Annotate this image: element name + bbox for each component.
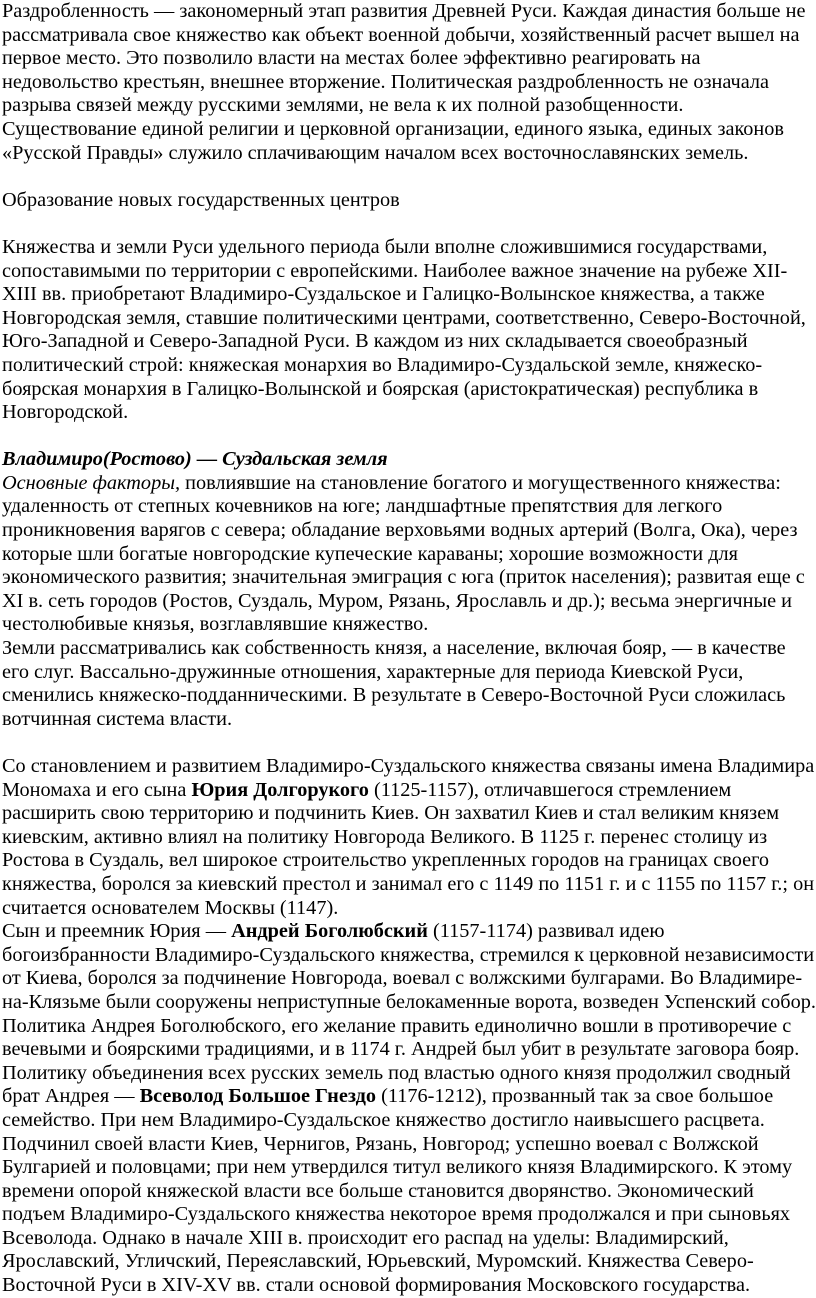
factors-paragraph	[2, 472, 816, 637]
yuri-paragraph	[2, 755, 816, 920]
factors-lead: Основные факторы,	[2, 471, 181, 494]
vsevolod-text-after: (1176-1212), прозванный так за свое большое семейство. При нем Владимиро-Суздальское княжество достигло наивысшего расцвета. Подчинил своей власти Киев, Чернигов, Рязань, Новгород; успешно воевал с Волжской Булгарией и половцами; при нем утвердился титул великого князя Владимирского. К этому времени опорой княжеской власти все больше становится дворянство. Экономический подъем Владимиро-Суздальского княжества некоторое время продолжался и при сыновьях Всеволода. Однако в начале XIII в. происходит его распад на уделы: Владимирский, Ярославский, Угличский, Переяславский, Юрьевский, Муромский. Княжества Северо-Восточной Руси в XIV-XV вв. стали основой формирования Московского государства.	[2, 1085, 793, 1297]
factors-text: повлиявшие на становление богатого и могущественного княжества: удаленность от степных кочевников на юге; ландшафтные препятствия для легкого проникновения варягов с севера; обладание верховьями водных артерий (Волга, Ока), через которые шли богатые новгородские купеческие караваны; хорошие возможности для экономического развития; значительная эмиграция с юга (приток населения); развитая еще с XI в. сеть городов (Ростов, Суздаль, Муром, Рязань, Ярославль и др.); весьма энергичные и честолюбивые князья, возглавлявшие княжество.	[2, 471, 805, 636]
yuri-name: Юрия Долгорукого	[191, 778, 369, 801]
andrei-text-before: Сын и преемник Юрия —	[2, 920, 232, 943]
spacer	[2, 731, 816, 755]
yuri-text-before: Со становлением и развитием Владимиро-Суздальского княжества связаны имена Владимира Мономаха и его сына	[2, 755, 815, 801]
yuri-text-after: (1125-1157), отличавшегося стремлением расширить свою территорию и подчинить Киев. Он захватил Киев и стал великим князем киевским, активно влиял на политику Новгорода Великого. В 1125 г. перенес столицу из Ростова в Суздаль, вел широкое строительство укрепленных городов на границах своего княжества, боролся за киевский престол и занимал его с 1149 по 1151 г. и с 1155 по 1157 г.; он считается основателем Москвы (1147).	[2, 778, 815, 919]
andrei-paragraph	[2, 920, 816, 1062]
spacer	[2, 165, 816, 189]
lands-paragraph: Земли рассматривались как собственность князя, а население, включая бояр, — в качестве его слуг. Вассально-дружинные отношения, характерные для периода Киевской Руси, сменились княжеско-подданническими. В результате в Северо-Восточной Руси сложилась вотчинная система власти.	[2, 637, 786, 730]
vsevolod-name: Всеволод Большое Гнездо	[139, 1085, 377, 1108]
intro-paragraph: Раздробленность — закономерный этап развития Древней Руси. Каждая династия больше не рассматривала свое княжество как объект военной добычи, хозяйственный расчет вышел на первое место. Это позволило власти на местах более эффективно реагировать на недовольство крестьян, внешнее вторжение. Политическая раздробленность не означала разрыва связей между русскими землями, не вела к их полной разобщенности. Существование единой религии и церковной организации, единого языка, единых законов «Русской Правды» служило сплачивающим началом всех восточнославянских земель.	[2, 0, 806, 164]
vladimir-suzdal-title: Владимиро(Ростово) — Суздальская земля	[2, 448, 388, 471]
vsevolod-paragraph	[2, 1062, 816, 1298]
section-heading: Образование новых государственных центров	[2, 188, 400, 211]
section-paragraph: Княжества и земли Руси удельного периода были вполне сложившимися государствами, сопоставимыми по территории с европейскими. Наиболее важное значение на рубеже XII-XIII вв. приобретают Владимиро-Суздальское и Галицко-Волынское княжества, а также Новгородская земля, ставшие политическими центрами, соответственно, Северо-Восточной, Юго-Западной и Северо-Западной Руси. В каждом из них складывается своеобразный политический строй: княжеская монархия во Владимиро-Суздальской земле, княжеско-боярская монархия в Галицко-Волынской и боярская (аристократическая) республика в Новгородской.	[2, 235, 806, 424]
andrei-text-after: (1157-1174) развивал идею богоизбранности Владимиро-Суздальского княжества, стремился к церковной независимости от Киева, боролся за подчинение Новгорода, воевал с волжскими булгарами. Во Владимире-на-Клязьме были сооружены неприступные белокаменные ворота, возведен Успенский собор. Политика Андрея Боголюбского, его желание править единолично вошли в противоречие с вечевыми и боярскими традициями, и в 1174 г. Андрей был убит в результате заговора бояр.	[2, 920, 816, 1061]
andrei-name: Андрей Боголюбский	[231, 920, 428, 943]
vsevolod-text-before: Политику объединения всех русских земель под властью одного князя продолжил сводный брат Андрея —	[2, 1061, 791, 1108]
spacer	[2, 425, 816, 449]
spacer	[2, 212, 816, 236]
